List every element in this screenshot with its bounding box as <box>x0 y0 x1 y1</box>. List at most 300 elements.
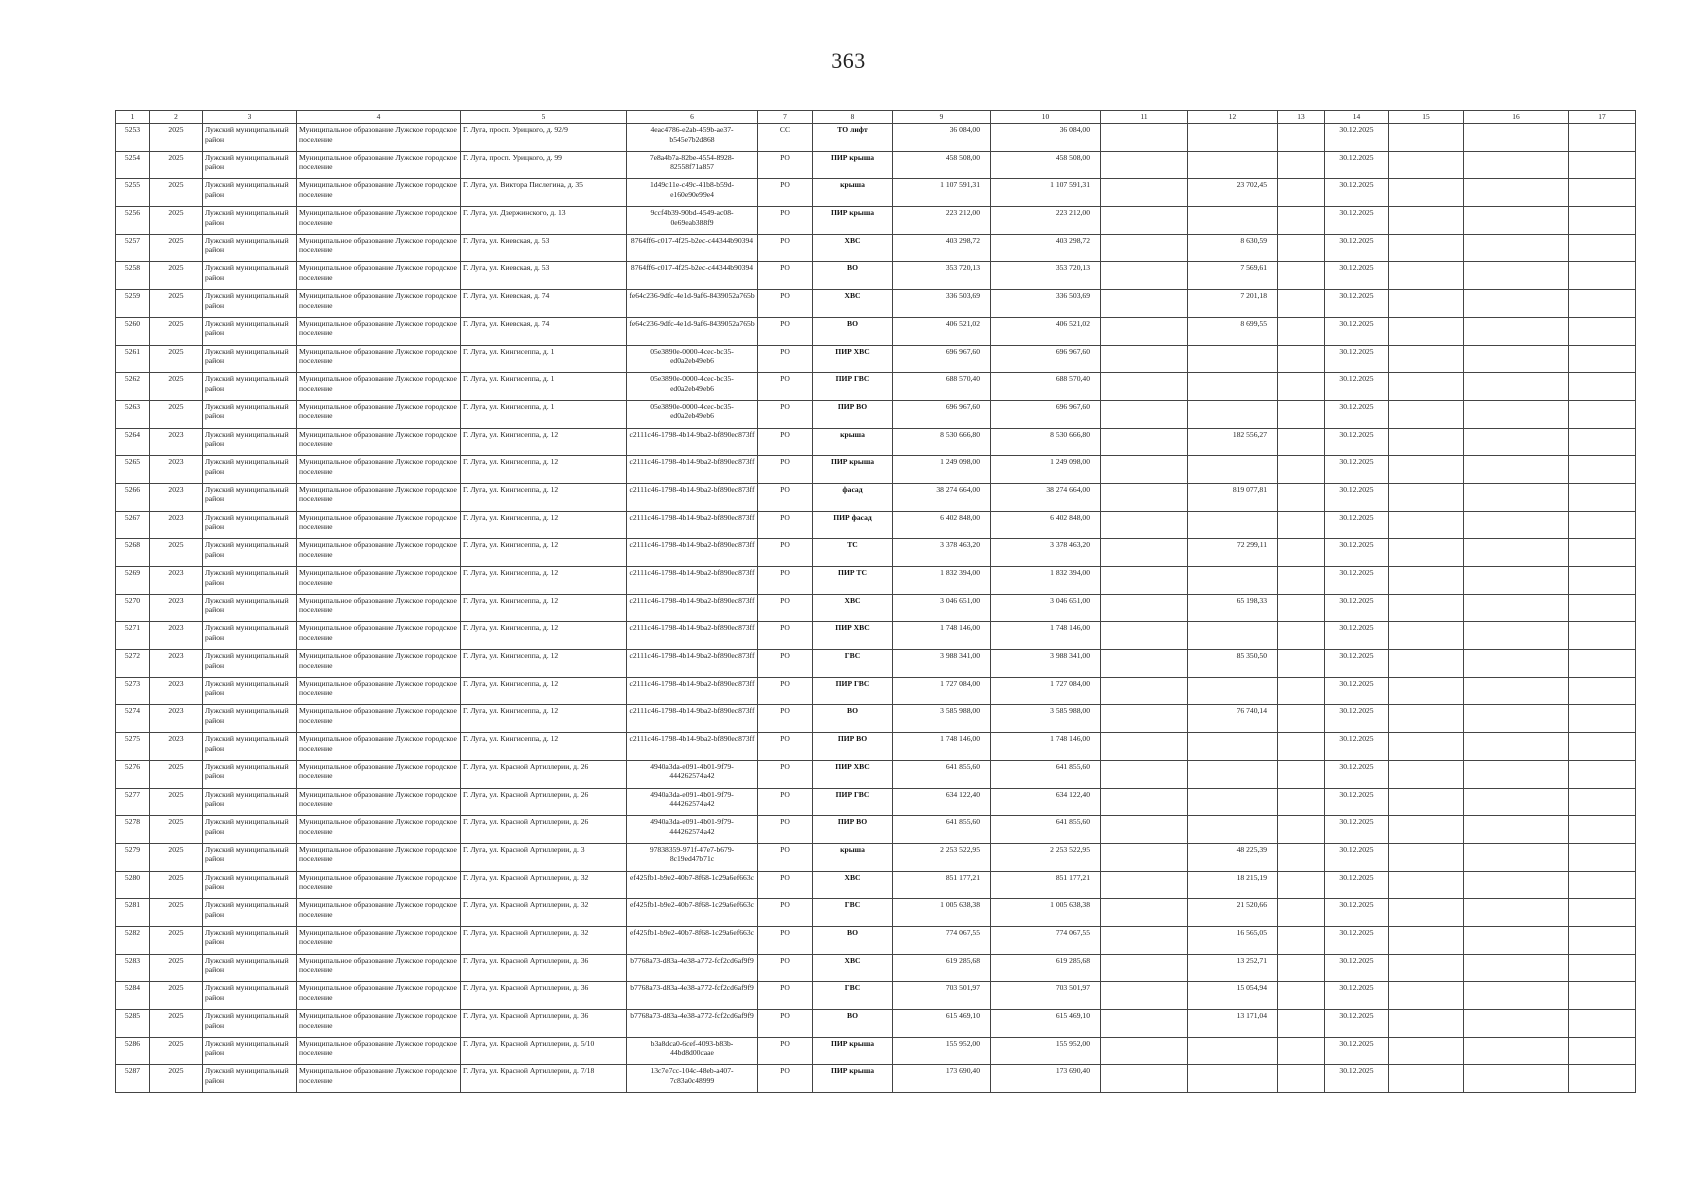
cell-col-17 <box>1569 871 1636 899</box>
cell-row-number: 5276 <box>116 760 150 788</box>
cell-col-15 <box>1389 760 1464 788</box>
cell-work-type-code: РО <box>758 262 813 290</box>
cell-col-17 <box>1569 511 1636 539</box>
cell-cost-fund: 3 988 341,00 <box>991 650 1101 678</box>
cell-district: Лужский муниципальный район <box>203 317 297 345</box>
cell-col-13 <box>1278 400 1325 428</box>
cell-house-guid: c2111c46-1798-4b14-9ba2-bf890ec873ff <box>627 594 758 622</box>
cell-total-cost: 1 727 084,00 <box>893 677 991 705</box>
cell-work-type-code: РО <box>758 705 813 733</box>
cell-work-type-code: РО <box>758 677 813 705</box>
cell-municipality: Муниципальное образование Лужское городское поселение <box>297 926 461 954</box>
cell-col-15 <box>1389 317 1464 345</box>
cell-deadline: 30.12.2025 <box>1325 760 1389 788</box>
cell-deadline: 30.12.2025 <box>1325 816 1389 844</box>
cell-deadline: 30.12.2025 <box>1325 843 1389 871</box>
cell-work-type-code: РО <box>758 511 813 539</box>
cell-col-17 <box>1569 124 1636 152</box>
cell-work-type-code: РО <box>758 345 813 373</box>
cell-row-number: 5287 <box>116 1065 150 1093</box>
cell-address: Г. Луга, ул. Киевская, д. 53 <box>461 262 627 290</box>
cell-work-kind: ПИР ГВС <box>813 677 893 705</box>
cell-col-13 <box>1278 1010 1325 1038</box>
cell-col-17 <box>1569 788 1636 816</box>
cell-year: 2025 <box>150 760 203 788</box>
cell-work-kind: ХВС <box>813 290 893 318</box>
cell-col-15 <box>1389 483 1464 511</box>
cell-col-16 <box>1464 843 1569 871</box>
cell-row-number: 5284 <box>116 982 150 1010</box>
cell-col-12: 72 299,11 <box>1188 539 1278 567</box>
cell-total-cost: 696 967,60 <box>893 400 991 428</box>
cell-col-17 <box>1569 539 1636 567</box>
table-row <box>116 816 1636 844</box>
cell-work-kind: ВО <box>813 262 893 290</box>
cell-deadline: 30.12.2025 <box>1325 871 1389 899</box>
cell-total-cost: 615 469,10 <box>893 1010 991 1038</box>
cell-address: Г. Луга, ул. Кингисеппа, д. 1 <box>461 400 627 428</box>
cell-col-12 <box>1188 400 1278 428</box>
column-header: 1 <box>116 111 150 124</box>
cell-house-guid: c2111c46-1798-4b14-9ba2-bf890ec873ff <box>627 650 758 678</box>
cell-municipality: Муниципальное образование Лужское городское поселение <box>297 650 461 678</box>
cell-municipality: Муниципальное образование Лужское городское поселение <box>297 290 461 318</box>
column-header: 10 <box>991 111 1101 124</box>
cell-cost-fund: 1 727 084,00 <box>991 677 1101 705</box>
cell-total-cost: 2 253 522,95 <box>893 843 991 871</box>
cell-address: Г. Луга, ул. Кингисеппа, д. 12 <box>461 539 627 567</box>
cell-address: Г. Луга, ул. Кингисеппа, д. 1 <box>461 345 627 373</box>
column-header: 6 <box>627 111 758 124</box>
cell-address: Г. Луга, ул. Кингисеппа, д. 12 <box>461 650 627 678</box>
cell-year: 2023 <box>150 705 203 733</box>
cell-district: Лужский муниципальный район <box>203 899 297 927</box>
table-row <box>116 511 1636 539</box>
cell-house-guid: 1d49c11e-c49c-41b8-b59d-e160e90e99e4 <box>627 179 758 207</box>
cell-address: Г. Луга, ул. Красной Артиллерии, д. 32 <box>461 899 627 927</box>
cell-col-11 <box>1101 1037 1188 1065</box>
cell-col-13 <box>1278 788 1325 816</box>
cell-col-11 <box>1101 207 1188 235</box>
cell-col-16 <box>1464 594 1569 622</box>
cell-work-type-code: РО <box>758 290 813 318</box>
cell-col-15 <box>1389 926 1464 954</box>
cell-col-15 <box>1389 262 1464 290</box>
table-row <box>116 1037 1636 1065</box>
table-row <box>116 151 1636 179</box>
cell-deadline: 30.12.2025 <box>1325 899 1389 927</box>
header-row <box>116 111 1636 124</box>
cell-col-12 <box>1188 456 1278 484</box>
cell-address: Г. Луга, ул. Дзержинского, д. 13 <box>461 207 627 235</box>
cell-col-11 <box>1101 705 1188 733</box>
cell-district: Лужский муниципальный район <box>203 677 297 705</box>
cell-col-11 <box>1101 650 1188 678</box>
cell-year: 2025 <box>150 788 203 816</box>
cell-col-17 <box>1569 1037 1636 1065</box>
cell-municipality: Муниципальное образование Лужское городское поселение <box>297 982 461 1010</box>
cell-work-type-code: РО <box>758 179 813 207</box>
cell-col-15 <box>1389 871 1464 899</box>
cell-col-11 <box>1101 567 1188 595</box>
cell-work-kind: ПИР крыша <box>813 1037 893 1065</box>
cell-col-17 <box>1569 705 1636 733</box>
cell-col-13 <box>1278 262 1325 290</box>
cell-col-12: 65 198,33 <box>1188 594 1278 622</box>
cell-deadline: 30.12.2025 <box>1325 373 1389 401</box>
cell-deadline: 30.12.2025 <box>1325 179 1389 207</box>
cell-district: Лужский муниципальный район <box>203 982 297 1010</box>
cell-col-11 <box>1101 788 1188 816</box>
cell-year: 2025 <box>150 871 203 899</box>
cell-row-number: 5262 <box>116 373 150 401</box>
cell-col-16 <box>1464 262 1569 290</box>
cell-year: 2025 <box>150 151 203 179</box>
cell-district: Лужский муниципальный район <box>203 539 297 567</box>
cell-col-12 <box>1188 124 1278 152</box>
cell-cost-fund: 696 967,60 <box>991 345 1101 373</box>
cell-total-cost: 36 084,00 <box>893 124 991 152</box>
cell-address: Г. Луга, ул. Красной Артиллерии, д. 36 <box>461 1010 627 1038</box>
cell-col-17 <box>1569 1065 1636 1093</box>
cell-row-number: 5267 <box>116 511 150 539</box>
cell-district: Лужский муниципальный район <box>203 1037 297 1065</box>
cell-work-kind: ГВС <box>813 650 893 678</box>
cell-col-16 <box>1464 400 1569 428</box>
cell-col-13 <box>1278 317 1325 345</box>
cell-work-kind: ПИР ТС <box>813 567 893 595</box>
cell-house-guid: 7e8a4b7a-82be-4554-8928-82558f71a857 <box>627 151 758 179</box>
cell-address: Г. Луга, ул. Кингисеппа, д. 12 <box>461 456 627 484</box>
page-number: 363 <box>831 48 866 73</box>
column-header: 5 <box>461 111 627 124</box>
cell-col-16 <box>1464 290 1569 318</box>
cell-work-kind: ПИР ХВС <box>813 622 893 650</box>
cell-cost-fund: 155 952,00 <box>991 1037 1101 1065</box>
cell-row-number: 5274 <box>116 705 150 733</box>
cell-col-15 <box>1389 733 1464 761</box>
cell-col-13 <box>1278 733 1325 761</box>
cell-house-guid: 97838359-971f-47e7-b679-8c19ed47b71c <box>627 843 758 871</box>
cell-col-11 <box>1101 262 1188 290</box>
cell-col-16 <box>1464 483 1569 511</box>
cell-col-12 <box>1188 788 1278 816</box>
cell-total-cost: 634 122,40 <box>893 788 991 816</box>
cell-address: Г. Луга, ул. Красной Артиллерии, д. 3 <box>461 843 627 871</box>
cell-cost-fund: 703 501,97 <box>991 982 1101 1010</box>
table-row <box>116 843 1636 871</box>
cell-col-15 <box>1389 179 1464 207</box>
cell-total-cost: 403 298,72 <box>893 234 991 262</box>
cell-col-15 <box>1389 816 1464 844</box>
cell-col-12: 16 565,05 <box>1188 926 1278 954</box>
cell-col-13 <box>1278 428 1325 456</box>
cell-address: Г. Луга, ул. Красной Артиллерии, д. 36 <box>461 954 627 982</box>
cell-district: Лужский муниципальный район <box>203 871 297 899</box>
cell-municipality: Муниципальное образование Лужское городское поселение <box>297 567 461 595</box>
cell-district: Лужский муниципальный район <box>203 483 297 511</box>
cell-col-11 <box>1101 539 1188 567</box>
cell-cost-fund: 173 690,40 <box>991 1065 1101 1093</box>
cell-year: 2025 <box>150 539 203 567</box>
cell-district: Лужский муниципальный район <box>203 234 297 262</box>
cell-municipality: Муниципальное образование Лужское городское поселение <box>297 400 461 428</box>
cell-row-number: 5261 <box>116 345 150 373</box>
cell-work-type-code: СС <box>758 124 813 152</box>
cell-col-13 <box>1278 843 1325 871</box>
cell-col-12: 76 740,14 <box>1188 705 1278 733</box>
cell-municipality: Муниципальное образование Лужское городское поселение <box>297 899 461 927</box>
cell-row-number: 5275 <box>116 733 150 761</box>
table-row <box>116 594 1636 622</box>
cell-col-16 <box>1464 705 1569 733</box>
cell-address: Г. Луга, ул. Кингисеппа, д. 12 <box>461 677 627 705</box>
cell-total-cost: 38 274 664,00 <box>893 483 991 511</box>
cell-col-13 <box>1278 539 1325 567</box>
cell-total-cost: 6 402 848,00 <box>893 511 991 539</box>
cell-col-17 <box>1569 428 1636 456</box>
cell-work-kind: ПИР фасад <box>813 511 893 539</box>
column-header: 3 <box>203 111 297 124</box>
cell-cost-fund: 634 122,40 <box>991 788 1101 816</box>
cell-work-type-code: РО <box>758 539 813 567</box>
cell-col-16 <box>1464 788 1569 816</box>
table-row <box>116 899 1636 927</box>
cell-district: Лужский муниципальный район <box>203 456 297 484</box>
table-body <box>116 124 1636 1093</box>
cell-house-guid: 4940a3da-e091-4b01-9f79-444262574a42 <box>627 760 758 788</box>
cell-col-12 <box>1188 207 1278 235</box>
cell-total-cost: 223 212,00 <box>893 207 991 235</box>
cell-col-15 <box>1389 539 1464 567</box>
cell-municipality: Муниципальное образование Лужское городское поселение <box>297 207 461 235</box>
cell-col-13 <box>1278 871 1325 899</box>
cell-col-11 <box>1101 290 1188 318</box>
cell-house-guid: c2111c46-1798-4b14-9ba2-bf890ec873ff <box>627 539 758 567</box>
cell-col-13 <box>1278 982 1325 1010</box>
cell-total-cost: 696 967,60 <box>893 345 991 373</box>
cell-col-16 <box>1464 1010 1569 1038</box>
cell-col-17 <box>1569 483 1636 511</box>
cell-district: Лужский муниципальный район <box>203 594 297 622</box>
cell-cost-fund: 641 855,60 <box>991 760 1101 788</box>
cell-col-15 <box>1389 899 1464 927</box>
cell-municipality: Муниципальное образование Лужское городское поселение <box>297 1037 461 1065</box>
cell-district: Лужский муниципальный район <box>203 733 297 761</box>
cell-address: Г. Луга, ул. Киевская, д. 53 <box>461 234 627 262</box>
cell-work-kind: ХВС <box>813 234 893 262</box>
cell-row-number: 5264 <box>116 428 150 456</box>
cell-col-17 <box>1569 567 1636 595</box>
cell-municipality: Муниципальное образование Лужское городское поселение <box>297 954 461 982</box>
cell-col-13 <box>1278 345 1325 373</box>
cell-col-12: 8 699,55 <box>1188 317 1278 345</box>
cell-municipality: Муниципальное образование Лужское городское поселение <box>297 760 461 788</box>
cell-col-12: 15 054,94 <box>1188 982 1278 1010</box>
cell-col-11 <box>1101 871 1188 899</box>
cell-col-17 <box>1569 594 1636 622</box>
cell-col-17 <box>1569 400 1636 428</box>
cell-col-15 <box>1389 124 1464 152</box>
cell-deadline: 30.12.2025 <box>1325 207 1389 235</box>
cell-cost-fund: 223 212,00 <box>991 207 1101 235</box>
cell-col-11 <box>1101 511 1188 539</box>
cell-deadline: 30.12.2025 <box>1325 926 1389 954</box>
cell-work-type-code: РО <box>758 650 813 678</box>
cell-col-17 <box>1569 262 1636 290</box>
cell-col-11 <box>1101 677 1188 705</box>
cell-house-guid: c2111c46-1798-4b14-9ba2-bf890ec873ff <box>627 677 758 705</box>
cell-municipality: Муниципальное образование Лужское городское поселение <box>297 317 461 345</box>
cell-col-12 <box>1188 151 1278 179</box>
cell-year: 2023 <box>150 428 203 456</box>
cell-municipality: Муниципальное образование Лужское городское поселение <box>297 345 461 373</box>
cell-year: 2025 <box>150 290 203 318</box>
cell-cost-fund: 641 855,60 <box>991 816 1101 844</box>
cell-col-11 <box>1101 456 1188 484</box>
table-row <box>116 207 1636 235</box>
cell-district: Лужский муниципальный район <box>203 567 297 595</box>
cell-year: 2023 <box>150 622 203 650</box>
cell-year: 2023 <box>150 456 203 484</box>
table-row <box>116 373 1636 401</box>
cell-cost-fund: 615 469,10 <box>991 1010 1101 1038</box>
cell-year: 2023 <box>150 677 203 705</box>
cell-col-12 <box>1188 677 1278 705</box>
cell-col-13 <box>1278 567 1325 595</box>
cell-cost-fund: 36 084,00 <box>991 124 1101 152</box>
table-row <box>116 456 1636 484</box>
cell-work-type-code: РО <box>758 816 813 844</box>
cell-work-type-code: РО <box>758 760 813 788</box>
cell-col-15 <box>1389 788 1464 816</box>
cell-col-12: 23 702,45 <box>1188 179 1278 207</box>
cell-work-kind: ХВС <box>813 594 893 622</box>
cell-col-16 <box>1464 179 1569 207</box>
cell-col-17 <box>1569 954 1636 982</box>
cell-year: 2023 <box>150 594 203 622</box>
table-row <box>116 982 1636 1010</box>
cell-total-cost: 3 988 341,00 <box>893 650 991 678</box>
cell-district: Лужский муниципальный район <box>203 1065 297 1093</box>
cell-address: Г. Луга, ул. Киевская, д. 74 <box>461 317 627 345</box>
cell-col-12: 85 350,50 <box>1188 650 1278 678</box>
cell-row-number: 5265 <box>116 456 150 484</box>
cell-cost-fund: 1 748 146,00 <box>991 622 1101 650</box>
cell-col-16 <box>1464 511 1569 539</box>
cell-cost-fund: 1 748 146,00 <box>991 733 1101 761</box>
cell-house-guid: 05e3890e-0000-4cec-bc35-ed0a2eb49eb6 <box>627 345 758 373</box>
cell-col-13 <box>1278 1037 1325 1065</box>
cell-work-type-code: РО <box>758 151 813 179</box>
cell-col-16 <box>1464 1037 1569 1065</box>
cell-deadline: 30.12.2025 <box>1325 262 1389 290</box>
cell-col-12 <box>1188 1065 1278 1093</box>
cell-municipality: Муниципальное образование Лужское городское поселение <box>297 262 461 290</box>
cell-house-guid: c2111c46-1798-4b14-9ba2-bf890ec873ff <box>627 456 758 484</box>
cell-deadline: 30.12.2025 <box>1325 788 1389 816</box>
cell-col-16 <box>1464 622 1569 650</box>
cell-deadline: 30.12.2025 <box>1325 1010 1389 1038</box>
cell-col-11 <box>1101 954 1188 982</box>
cell-col-16 <box>1464 1065 1569 1093</box>
cell-district: Лужский муниципальный район <box>203 151 297 179</box>
cell-address: Г. Луга, ул. Красной Артиллерии, д. 26 <box>461 760 627 788</box>
cell-col-15 <box>1389 456 1464 484</box>
cell-district: Лужский муниципальный район <box>203 124 297 152</box>
cell-row-number: 5280 <box>116 871 150 899</box>
cell-col-13 <box>1278 1065 1325 1093</box>
cell-work-type-code: РО <box>758 567 813 595</box>
cell-col-17 <box>1569 1010 1636 1038</box>
cell-deadline: 30.12.2025 <box>1325 511 1389 539</box>
cell-row-number: 5270 <box>116 594 150 622</box>
cell-cost-fund: 696 967,60 <box>991 400 1101 428</box>
cell-house-guid: fe64c236-9dfc-4e1d-9af6-8439052a765b <box>627 290 758 318</box>
cell-cost-fund: 3 378 463,20 <box>991 539 1101 567</box>
cell-cost-fund: 1 107 591,31 <box>991 179 1101 207</box>
cell-col-12 <box>1188 373 1278 401</box>
cell-col-15 <box>1389 594 1464 622</box>
table-row <box>116 567 1636 595</box>
cell-house-guid: c2111c46-1798-4b14-9ba2-bf890ec873ff <box>627 567 758 595</box>
cell-work-kind: ПИР ХВС <box>813 345 893 373</box>
column-header: 11 <box>1101 111 1188 124</box>
cell-col-16 <box>1464 954 1569 982</box>
cell-house-guid: 4940a3da-e091-4b01-9f79-444262574a42 <box>627 816 758 844</box>
cell-col-15 <box>1389 954 1464 982</box>
cell-col-12 <box>1188 733 1278 761</box>
cell-year: 2025 <box>150 843 203 871</box>
cell-district: Лужский муниципальный район <box>203 843 297 871</box>
cell-col-11 <box>1101 179 1188 207</box>
cell-col-11 <box>1101 622 1188 650</box>
cell-work-type-code: РО <box>758 483 813 511</box>
cell-col-13 <box>1278 954 1325 982</box>
cell-address: Г. Луга, ул. Кингисеппа, д. 12 <box>461 705 627 733</box>
cell-year: 2023 <box>150 483 203 511</box>
cell-col-15 <box>1389 373 1464 401</box>
cell-col-12: 18 215,19 <box>1188 871 1278 899</box>
table-row <box>116 428 1636 456</box>
cell-col-17 <box>1569 373 1636 401</box>
cell-work-kind: ГВС <box>813 899 893 927</box>
cell-row-number: 5268 <box>116 539 150 567</box>
column-header: 9 <box>893 111 991 124</box>
cell-work-kind: ХВС <box>813 871 893 899</box>
cell-deadline: 30.12.2025 <box>1325 1065 1389 1093</box>
cell-deadline: 30.12.2025 <box>1325 567 1389 595</box>
cell-address: Г. Луга, ул. Красной Артиллерии, д. 26 <box>461 788 627 816</box>
cell-col-15 <box>1389 1010 1464 1038</box>
cell-col-17 <box>1569 982 1636 1010</box>
cell-cost-fund: 1 005 638,38 <box>991 899 1101 927</box>
table-row <box>116 539 1636 567</box>
cell-col-11 <box>1101 124 1188 152</box>
cell-district: Лужский муниципальный район <box>203 1010 297 1038</box>
cell-year: 2023 <box>150 567 203 595</box>
cell-work-kind: ВО <box>813 317 893 345</box>
cell-district: Лужский муниципальный район <box>203 179 297 207</box>
cell-year: 2025 <box>150 1037 203 1065</box>
cell-year: 2025 <box>150 816 203 844</box>
cell-cost-fund: 353 720,13 <box>991 262 1101 290</box>
cell-municipality: Муниципальное образование Лужское городское поселение <box>297 733 461 761</box>
cell-total-cost: 1 249 098,00 <box>893 456 991 484</box>
cell-address: Г. Луга, ул. Красной Артиллерии, д. 32 <box>461 871 627 899</box>
cell-col-11 <box>1101 151 1188 179</box>
cell-col-15 <box>1389 677 1464 705</box>
